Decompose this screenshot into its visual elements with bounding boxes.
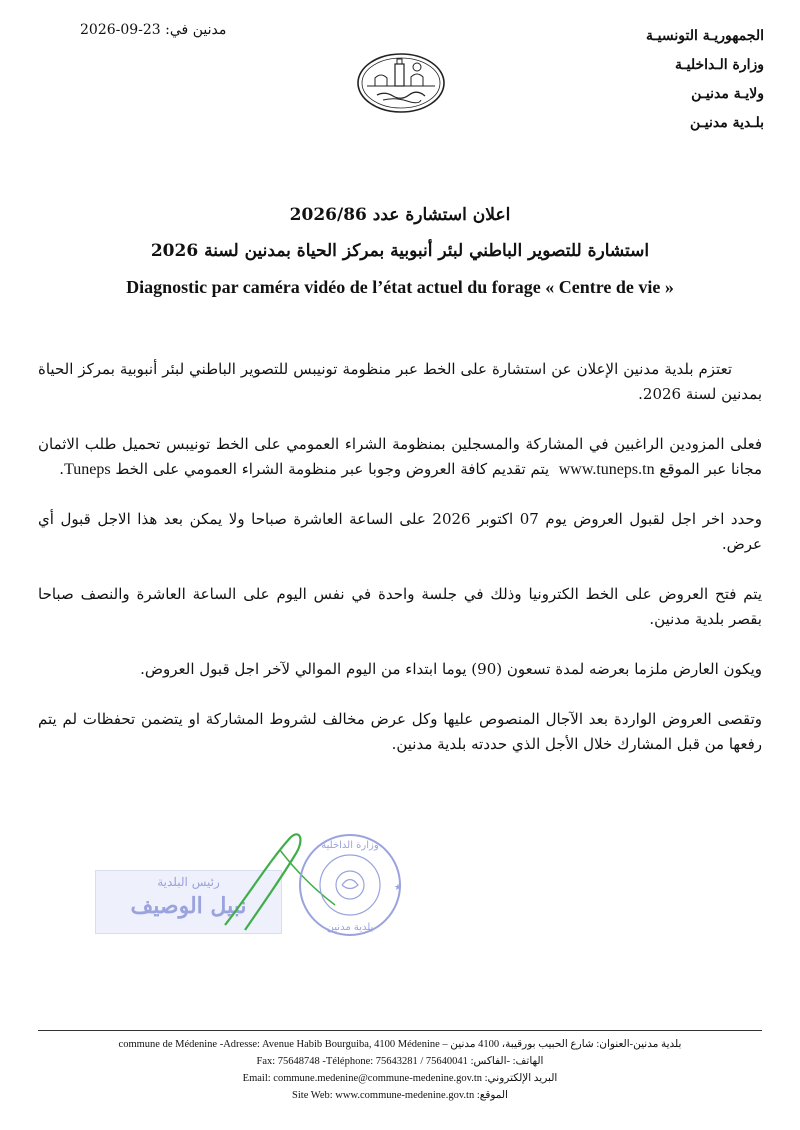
footer-web [38, 1087, 762, 1104]
svg-text:بلدية مدنين: بلدية مدنين [326, 922, 374, 933]
footer-address-ar: بلدية مدنين-العنوان: شارع الحبيب بورقيبة، 4100 مدنين [450, 1039, 682, 1050]
stamp-signature-area [95, 830, 425, 940]
document-date [80, 22, 226, 38]
paragraph-validity: ويكون العارض ملزما بعرضه لمدة تسعون (90) يوما ابتداء من اليوم الموالي لآخر اجل قبول العروض. [140, 660, 762, 678]
download-text: فعلى المزودين الراغبين في المشاركة والمسجلين بمنظومة الشراء العمومي على الخط تونيبس تحميل طلب الاثمان مجانا عبر الموقع [38, 435, 762, 478]
footer-phone-fr: Fax: 75648748 -Téléphone: 75643281 / 75640041 [256, 1056, 468, 1067]
footer-address [38, 1036, 762, 1053]
page-footer [38, 1036, 762, 1104]
footer-email-fr[interactable]: Email: commune.medenine@commune-medenine.gov.tn [242, 1073, 483, 1084]
svg-text:★: ★ [394, 883, 403, 893]
footer-phone [38, 1053, 762, 1070]
announcement-number: اعلان استشارة عدد 2026/86 [289, 205, 511, 225]
announcement-body [38, 357, 762, 782]
republic-name: الجمهوريـة التونسيـة [646, 28, 764, 44]
date-label: مدنين في: [165, 22, 227, 38]
footer-web-ar: الموقع: [476, 1090, 508, 1101]
official-header [564, 22, 764, 138]
footer-web-fr[interactable]: Site Web: www.commune-medenine.gov.tn [292, 1090, 475, 1101]
announcement-title-block [40, 205, 760, 298]
signature-name: نبيل الوصيف [130, 893, 247, 919]
announcement-subject-ar: استشارة للتصوير الباطني لبئر أنبوبية بمركز الحياة بمدنين لسنة 2026 [150, 241, 650, 261]
official-seal-icon [290, 830, 410, 940]
signature-title: رئيس البلدية [157, 875, 220, 889]
ministry-name: وزارة الـداخليـة [675, 57, 764, 73]
tuneps-name: Tuneps [64, 461, 111, 478]
paragraph-opening: يتم فتح العروض على الخط الكترونيا وذلك في جلسة واحدة في نفس اليوم على الساعة العاشرة والنصف صباحا بقصر بلدية مدنين. [38, 585, 762, 628]
footer-phone-ar: الهاتف: -الفاكس: [470, 1056, 544, 1067]
governorate-name: ولايـة مدنيـن [691, 86, 764, 102]
date-value: 2026-09-23 [80, 22, 161, 38]
paragraph-deadline: وحدد اخر اجل لقبول العروض يوم 07 اكتوبر 2026 على الساعة العاشرة صباحا ولا يمكن بعد هذا الاجل قبول أي عرض. [38, 510, 762, 553]
svg-text:وزارة الداخلية: وزارة الداخلية [321, 840, 379, 851]
submission-text: يتم تقديم كافة العروض وجوبا عبر منظومة الشراء العمومي على الخط [115, 460, 550, 478]
tuneps-site-link[interactable]: www.tuneps.tn [558, 461, 655, 478]
announcement-subject-fr: Diagnostic par caméra vidéo de l’état actuel du forage « Centre de vie » [126, 277, 674, 297]
paragraph-rejection: وتقصى العروض الواردة بعد الآجال المنصوص عليها وكل عرض مخالف لشروط المشاركة او يتضمن تحفظات لم يتم رفعها من قبل المشارك خلال الأجل الذي حددته بلدية مدنين. [38, 710, 762, 753]
municipality-name: بلـدية مدنيـن [690, 115, 764, 131]
footer-email [38, 1070, 762, 1087]
footer-divider [38, 1030, 762, 1031]
footer-address-fr: commune de Médenine -Adresse: Avenue Habib Bourguiba, 4100 Médenine – [118, 1039, 448, 1050]
footer-email-ar: البريد الإلكتروني: [484, 1073, 558, 1084]
municipality-logo-icon [355, 50, 447, 116]
paragraph-intro: تعتزم بلدية مدنين الإعلان عن استشارة على الخط عبر منظومة تونيبس للتصوير الباطني لبئر أنبوبية بمركز الحياة بمدنين لسنة 2026. [38, 360, 762, 403]
paragraph-download: فعلى المزودين الراغبين في المشاركة والمسجلين بمنظومة الشراء العمومي على الخط تونيبس تحميل طلب الاثمان مجانا عبر الموقع www.tuneps.tn يتم تقديم كافة العروض وجوبا عبر منظومة الشراء العمومي على الخط Tuneps. [38, 435, 762, 478]
